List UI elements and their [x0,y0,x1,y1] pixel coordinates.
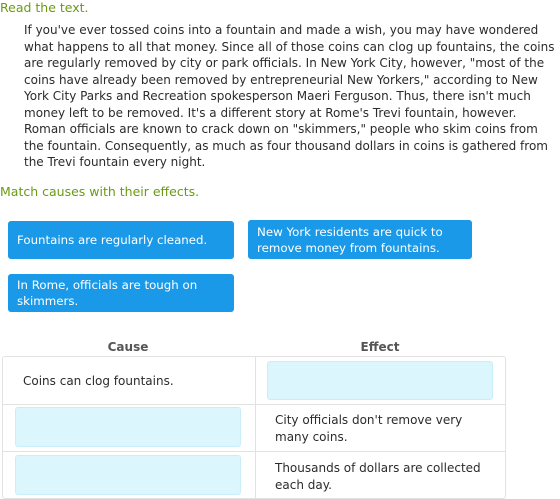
answer-chip-fountains-cleaned[interactable] [8,221,234,259]
cause-cell-text: Coins can clog fountains. [23,374,174,388]
cause-drop-zone-row-3[interactable] [15,455,241,495]
row-divider [3,451,505,452]
cause-drop-zone-row-2[interactable] [15,407,241,447]
answer-chip-new-york-residents[interactable] [248,220,472,259]
answer-chip-label: In Rome, officials are tough on skimmers. [17,278,198,308]
effect-drop-zone-row-1[interactable] [267,361,493,400]
reading-passage: If you've ever tossed coins into a fountain and made a wish, you may have wondered what happens to all that money. Since all of those coins can clog up fountains, the coins are regularly removed by city or park officials. In New York City, however, "most of the coins have already been removed by entrepreneurial New Yorkers," according to New York City Parks and Recreation spokesperson Maeri Ferguson. Thus, there isn't much money left to be removed. It's a different story at Rome's Trevi fountain, however. Roman officials are known to crack down on "skimmers," people who skim coins from the fountain. Consequently, as much as four thousand dollars in coins is gathered from the Trevi fountain every night. [24,23,555,169]
answer-chip-rome-officials[interactable] [8,274,234,312]
read-instruction: Read the text. [0,0,89,15]
effect-column-header: Effect [360,340,400,354]
answer-chip-label: New York residents are quick to remove money from fountains. [257,224,443,255]
answer-chip-label: Fountains are regularly cleaned. [17,233,208,247]
cause-column-header: Cause [107,340,149,354]
effect-cell-text: City officials don't remove very many coins. [275,413,463,444]
effect-cell-text: Thousands of dollars are collected each day. [275,461,481,492]
column-divider [255,357,256,498]
row-divider [3,404,505,405]
table-grid [2,356,506,499]
match-instruction: Match causes with their effects. [0,184,200,199]
